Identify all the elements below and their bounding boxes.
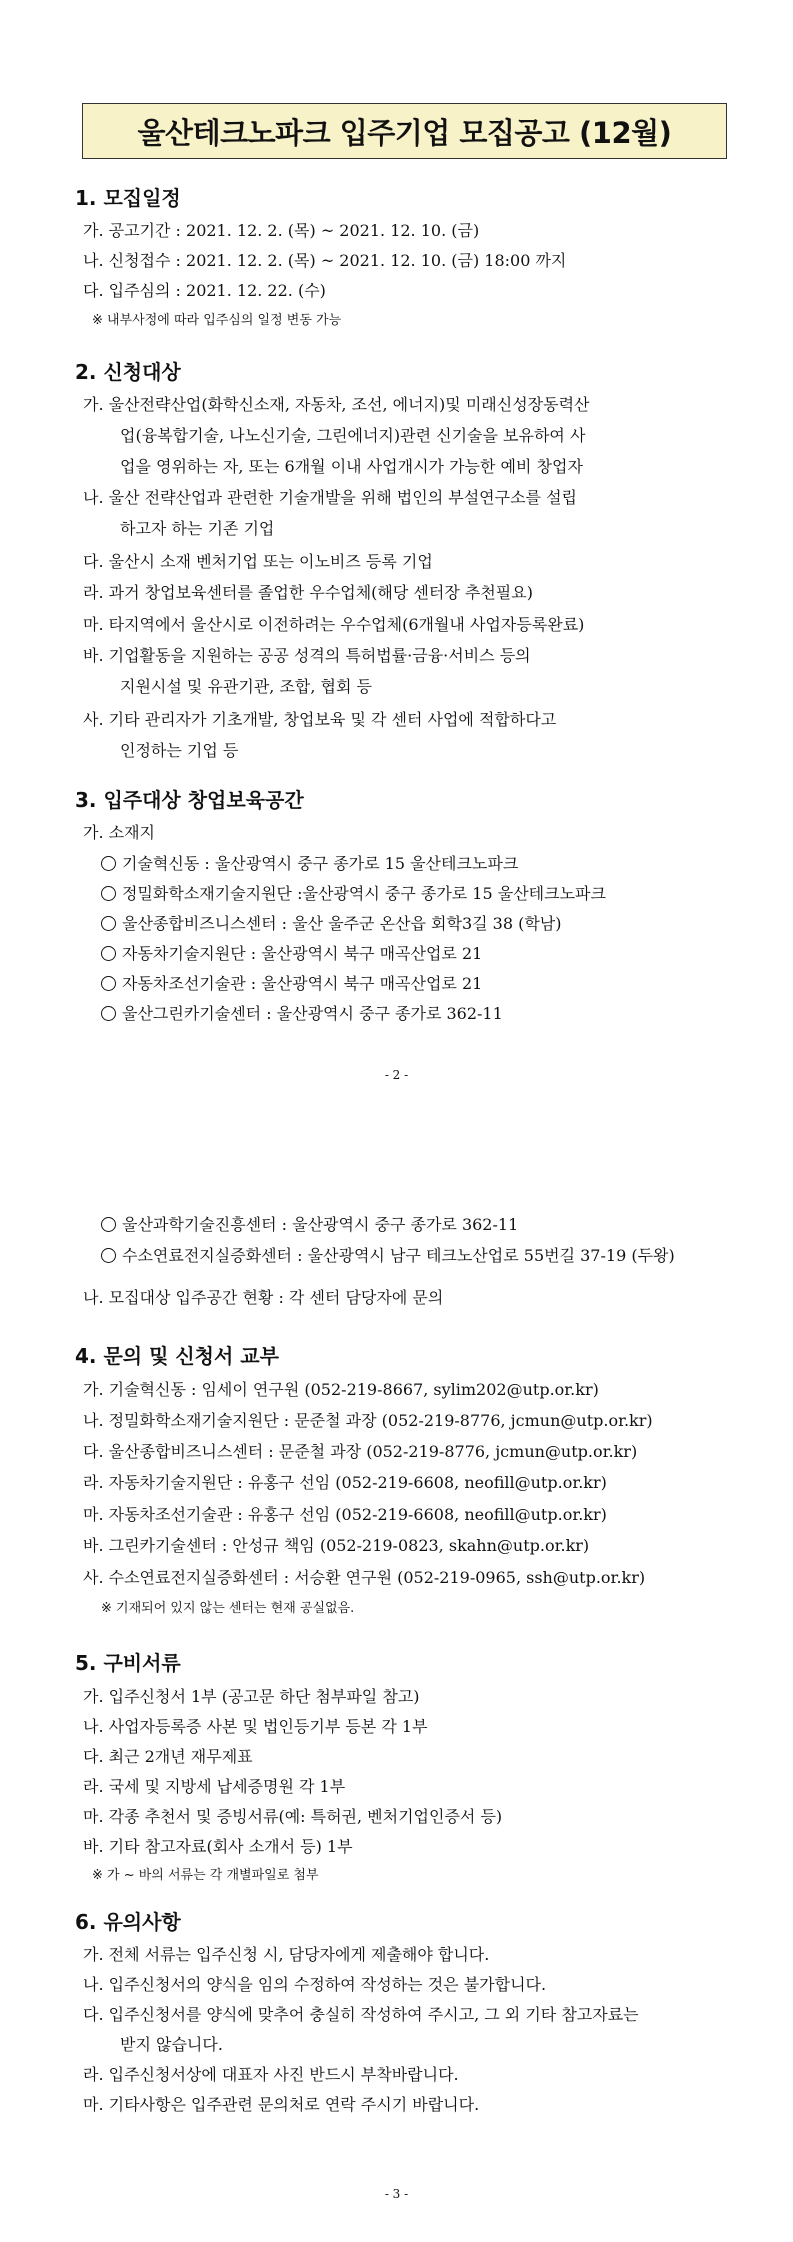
contact-line: 다. 울산종합비즈니스센터 : 문준철 과장 (052-219-8776, jcmun@utp.or.kr) <box>83 1442 638 1461</box>
contact-line: 마. 자동차조선기술관 : 유홍구 선임 (052-219-6608, neofill@utp.or.kr) <box>83 1505 607 1524</box>
section-heading-notice: 6. 유의사항 <box>75 1910 181 1934</box>
contact-line: 가. 기술혁신동 : 임세이 연구원 (052-219-8667, sylim202@utp.or.kr) <box>83 1380 599 1399</box>
document-note: ※ 가 ~ 바의 서류는 각 개별파일로 첨부 <box>92 1868 319 1883</box>
location-item: 수소연료전지실증화센터 : 울산광역시 남구 테크노산업로 55번길 37-19 (두왕) <box>101 1243 675 1266</box>
location-item: 울산그린카기술센터 : 울산광역시 중구 종가로 362-11 <box>101 1001 503 1024</box>
document-line: 마. 각종 추천서 및 증빙서류(예: 특허권, 벤처기업인증서 등) <box>83 1807 503 1826</box>
location-item: 울산과학기술진흥센터 : 울산광역시 중구 종가로 362-11 <box>101 1212 518 1235</box>
space-status-line: 나. 모집대상 입주공간 현황 : 각 센터 담당자에 문의 <box>83 1288 444 1307</box>
notice-line: 가. 전체 서류는 입주신청 시, 담당자에게 제출해야 합니다. <box>83 1945 490 1964</box>
document-line: 다. 최근 2개년 재무제표 <box>83 1747 253 1766</box>
section-heading-space: 3. 입주대상 창업보육공간 <box>75 788 304 812</box>
location-item: 자동차기술지원단 : 울산광역시 북구 매곡산업로 21 <box>101 941 482 964</box>
notice-line: 다. 입주신청서를 양식에 맞추어 충실히 작성하여 주시고, 그 외 기타 참고자료는 <box>83 2005 639 2024</box>
page-number: - 2 - <box>384 1068 409 1082</box>
schedule-line: 다. 입주심의 : 2021. 12. 22. (수) <box>83 281 326 300</box>
notice-line: 마. 기타사항은 입주관련 문의처로 연락 주시기 바랍니다. <box>83 2095 480 2114</box>
document-line: 바. 기타 참고자료(회사 소개서 등) 1부 <box>83 1837 353 1856</box>
document-title-box <box>82 103 727 159</box>
location-subheading: 가. 소재지 <box>83 823 155 842</box>
circle-bullet-icon <box>101 1217 116 1232</box>
document-title: 울산테크노파크 입주기업 모집공고 (12월) <box>137 115 672 150</box>
location-item: 정밀화학소재기술지원단 :울산광역시 중구 종가로 15 울산테크노파크 <box>101 881 606 904</box>
document-line: 라. 국세 및 지방세 납세증명원 각 1부 <box>83 1777 346 1796</box>
notice-line: 받지 않습니다. <box>120 2035 223 2054</box>
circle-bullet-icon <box>101 886 116 901</box>
document-line: 나. 사업자등록증 사본 및 법인등기부 등본 각 1부 <box>83 1717 428 1736</box>
contact-line: 라. 자동차기술지원단 : 유홍구 선임 (052-219-6608, neofill@utp.or.kr) <box>83 1473 607 1492</box>
eligibility-line: 다. 울산시 소재 벤처기업 또는 이노비즈 등록 기업 <box>83 552 433 571</box>
circle-bullet-icon <box>101 1248 116 1263</box>
section-heading-eligibility: 2. 신청대상 <box>75 360 181 384</box>
notice-line: 라. 입주신청서상에 대표자 사진 반드시 부착바랍니다. <box>83 2065 459 2084</box>
section-heading-schedule: 1. 모집일정 <box>75 186 181 210</box>
eligibility-line: 지원시설 및 유관기관, 조합, 협회 등 <box>120 677 372 696</box>
eligibility-line: 인정하는 기업 등 <box>120 741 239 760</box>
circle-bullet-icon <box>101 856 116 871</box>
section-heading-contact: 4. 문의 및 신청서 교부 <box>75 1344 279 1368</box>
location-item: 기술혁신동 : 울산광역시 중구 종가로 15 울산테크노파크 <box>101 851 518 874</box>
contact-line: 사. 수소연료전지실증화센터 : 서승환 연구원 (052-219-0965, ssh@utp.or.kr) <box>83 1568 646 1587</box>
eligibility-line: 업을 영위하는 자, 또는 6개월 이내 사업개시가 가능한 예비 창업자 <box>120 457 583 476</box>
eligibility-line: 바. 기업활동을 지원하는 공공 성격의 특허법률·금융·서비스 등의 <box>83 646 531 665</box>
document-line: 가. 입주신청서 1부 (공고문 하단 첨부파일 참고) <box>83 1687 420 1706</box>
eligibility-line: 나. 울산 전략산업과 관련한 기술개발을 위해 법인의 부설연구소를 설립 <box>83 488 577 507</box>
contact-line: 나. 정밀화학소재기술지원단 : 문준철 과장 (052-219-8776, jcmun@utp.or.kr) <box>83 1411 653 1430</box>
section-heading-documents: 5. 구비서류 <box>75 1651 181 1675</box>
eligibility-line: 가. 울산전략산업(화학신소재, 자동차, 조선, 에너지)및 미래신성장동력산 <box>83 395 590 414</box>
circle-bullet-icon <box>101 1006 116 1021</box>
eligibility-line: 사. 기타 관리자가 기초개발, 창업보육 및 각 센터 사업에 적합하다고 <box>83 710 557 729</box>
schedule-line: 가. 공고기간 : 2021. 12. 2. (목) ~ 2021. 12. 10. (금) <box>83 221 480 240</box>
eligibility-line: 마. 타지역에서 울산시로 이전하려는 우수업체(6개월내 사업자등록완료) <box>83 615 585 634</box>
eligibility-line: 라. 과거 창업보육센터를 졸업한 우수업체(해당 센터장 추천필요) <box>83 583 533 602</box>
location-item: 자동차조선기술관 : 울산광역시 북구 매곡산업로 21 <box>101 971 482 994</box>
eligibility-line: 업(융복합기술, 나노신기술, 그린에너지)관련 신기술을 보유하여 사 <box>120 426 586 445</box>
schedule-line: 나. 신청접수 : 2021. 12. 2. (목) ~ 2021. 12. 10. (금) 18:00 까지 <box>83 251 567 270</box>
schedule-note: ※ 내부사정에 따라 입주심의 일정 변동 가능 <box>92 313 342 328</box>
circle-bullet-icon <box>101 946 116 961</box>
contact-line: 바. 그린카기술센터 : 안성규 책임 (052-219-0823, skahn@utp.or.kr) <box>83 1536 590 1555</box>
circle-bullet-icon <box>101 976 116 991</box>
page-number: - 3 - <box>384 2187 409 2201</box>
circle-bullet-icon <box>101 916 116 931</box>
eligibility-line: 하고자 하는 기존 기업 <box>120 519 275 538</box>
contact-note: ※ 기재되어 있지 않는 센터는 현재 공실없음. <box>101 1601 355 1616</box>
notice-line: 나. 입주신청서의 양식을 임의 수정하여 작성하는 것은 불가합니다. <box>83 1975 547 1994</box>
location-item: 울산종합비즈니스센터 : 울산 울주군 온산읍 회학3길 38 (학남) <box>101 911 562 934</box>
